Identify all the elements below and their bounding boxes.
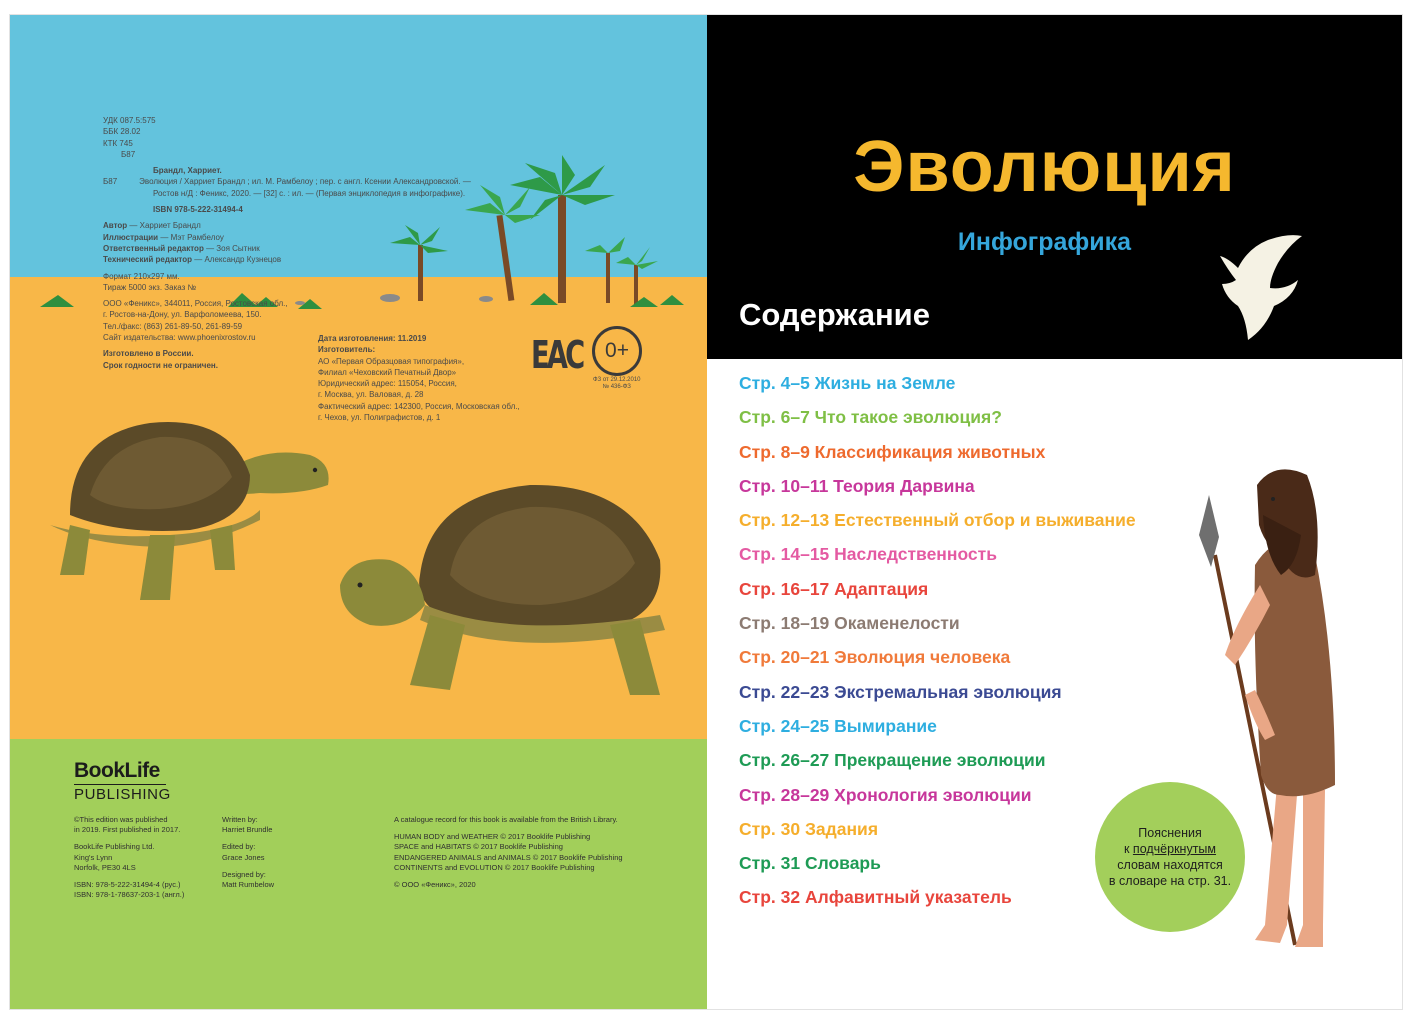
note-line-1: Пояснения — [1138, 826, 1202, 840]
manufacturer-line: г. Чехов, ул. Полиграфистов, д. 1 — [318, 413, 441, 423]
credit-name: — Зоя Сытник — [206, 243, 260, 253]
catalogue-note: A catalogue record for this book is available from the British Library. — [394, 815, 618, 824]
note-line-4: в словаре на стр. 31. — [1108, 874, 1232, 888]
isbn-line: ISBN: 978-5-222-31494-4 (рус.) — [74, 880, 181, 890]
contents-heading: Содержание — [739, 297, 930, 332]
credit-row — [103, 232, 523, 243]
toc-item: Стр. 30 Задания — [739, 818, 879, 839]
credit-name: — Александр Кузнецов — [194, 255, 282, 265]
copyright-line: ENDANGERED ANIMALS and ANIMALS © 2017 Booklife Publishing — [394, 852, 623, 862]
spur-thighed-tortoise — [340, 485, 665, 695]
manufacturer-line: Фактический адрес: 142300, Россия, Московская обл., — [318, 401, 520, 411]
phoenix-copyright: © ООО «Феникс», 2020 — [394, 880, 476, 890]
manufacture-date: Дата изготовления: 11.2019 — [318, 334, 427, 343]
b87: Б87 — [103, 177, 118, 187]
credit-row — [103, 254, 523, 265]
ktk: КТК 745 — [103, 138, 133, 148]
address-line: Norfolk, PE30 4LS — [74, 862, 136, 872]
manufacturer-line: Юридический адрес: 115054, Россия, — [318, 379, 457, 389]
toc-item: Стр. 20–21 Эволюция человека — [739, 647, 1011, 668]
made-in: Изготовлено в России. — [103, 349, 194, 359]
toc-item: Стр. 12–13 Естественный отбор и выживание — [739, 510, 1136, 531]
underlined-word: подчёркнутым — [1132, 842, 1217, 856]
written-by: Harriet Brundle — [222, 825, 273, 835]
copyright-line: SPACE and HABITATS © 2017 Booklife Publishing — [394, 842, 563, 852]
toc-item: Стр. 6–7 Что такое эволюция? — [739, 407, 1002, 428]
booklife-logo-bottom: PUBLISHING — [74, 786, 171, 803]
note-line-2 — [1124, 841, 1216, 857]
bib-line-2: Ростов н/Д : Феникс, 2020. — [32] с. : ил. — (Первая энциклопедия в инфографике). — [153, 188, 466, 198]
manufacturer-label: Изготовитель: — [318, 345, 376, 355]
copyright-line: HUMAN BODY and WEATHER © 2017 Booklife Publishing — [394, 832, 591, 842]
credit-role: Иллюстрации — [103, 232, 159, 242]
manufacturer-line: Филиал «Чеховский Печатный Двор» — [318, 367, 457, 377]
publisher-line: г. Ростов-на-Дону, ул. Варфоломеева, 150. — [103, 310, 262, 320]
toc-item: Стр. 32 Алфавитный указатель — [739, 887, 1012, 908]
note-line-2-prefix: к — [1123, 842, 1133, 856]
booklife-logo-top: BookLife — [74, 759, 160, 782]
tortoises-illustration — [10, 405, 707, 725]
credit-row — [103, 220, 523, 231]
address-line: King's Lynn — [74, 852, 113, 862]
b87-top: Б87 — [121, 149, 136, 159]
toc-item: Стр. 18–19 Окаменелости — [739, 613, 960, 634]
toc-item: Стр. 14–15 Наследственность — [739, 544, 997, 565]
designed-by: Matt Rumbelow — [222, 880, 275, 890]
table-of-contents — [739, 370, 1136, 919]
credit-name: — Мэт Рамбелоу — [160, 232, 224, 242]
credit-row — [103, 243, 523, 254]
manufacturer-line: АО «Первая Образцовая типография», — [318, 356, 465, 366]
shelf-life: Срок годности не ограничен. — [103, 360, 218, 370]
designed-by-label: Designed by: — [222, 869, 266, 879]
toc-item: Стр. 28–29 Хронология эволюции — [739, 784, 1032, 805]
written-by-label: Written by: — [222, 815, 258, 824]
author-heading: Брандл, Харриет. — [153, 166, 222, 176]
edited-by-label: Edited by: — [222, 842, 256, 852]
credit-name: — Харриет Брандл — [129, 221, 201, 231]
credit-role: Ответственный редактор — [103, 243, 204, 253]
udk: УДК 087.5:575 — [103, 116, 156, 125]
toc-item: Стр. 31 Словарь — [739, 853, 881, 874]
edition-line: in 2019. First published in 2017. — [74, 825, 181, 835]
book-subtitle: Инфографика — [957, 228, 1132, 256]
english-copyright — [394, 815, 623, 890]
publisher-line: ООО «Феникс», 344011, Россия, Ростовская обл., — [103, 299, 288, 309]
isbn-line: ISBN: 978-1-78637-203-1 (англ.) — [74, 890, 185, 900]
english-imprint-left — [74, 815, 184, 900]
eac-mark: EAC — [531, 333, 583, 377]
book-title: Эволюция — [853, 127, 1236, 207]
toc-item: Стр. 24–25 Вымирание — [739, 715, 937, 736]
edition-line: ©This edition was published — [74, 815, 168, 824]
toc-item: Стр. 22–23 Экстремальная эволюция — [739, 681, 1062, 702]
toc-item: Стр. 10–11 Теория Дарвина — [739, 475, 975, 496]
format: Формат 210x297 мм. — [103, 271, 180, 281]
glossary-note — [1095, 782, 1245, 932]
law-reference — [593, 377, 641, 391]
manufacturer-line: г. Москва, ул. Валовая, д. 28 — [318, 390, 424, 400]
bib-line-1: Эволюция / Харриет Брандл ; ил. М. Рамбелоу ; пер. с англ. Ксении Александровской. — — [139, 177, 471, 187]
credit-role: Автор — [103, 221, 128, 231]
publisher-line: Тел./факс: (863) 261-89-50, 261-89-59 — [103, 321, 243, 331]
copyright-line: CONTINENTS and EVOLUTION © 2017 Booklife Publishing — [394, 862, 595, 872]
edited-by: Grace Jones — [222, 852, 265, 862]
english-credits — [222, 815, 274, 890]
print-run: Тираж 5000 экз. Заказ № — [103, 282, 197, 292]
credit-role: Технический редактор — [103, 255, 192, 265]
giant-tortoise — [50, 422, 329, 600]
isbn: ISBN 978-5-222-31494-4 — [153, 205, 243, 215]
law-line-2: № 436-ФЗ — [602, 384, 631, 390]
toc-item: Стр. 4–5 Жизнь на Земле — [739, 373, 956, 393]
dove-icon — [1208, 218, 1308, 348]
booklife-logo — [74, 759, 171, 803]
law-line-1: ФЗ от 29.12.2010 — [593, 377, 641, 383]
age-rating-badge: 0+ — [592, 326, 642, 376]
toc-item: Стр. 8–9 Классификация животных — [739, 441, 1046, 462]
toc-item: Стр. 16–17 Адаптация — [739, 578, 929, 599]
publisher-line: Сайт издательства: www.phoenixrostov.ru — [103, 333, 256, 343]
toc-item: Стр. 26–27 Прекращение эволюции — [739, 750, 1046, 771]
address-line: BookLife Publishing Ltd. — [74, 842, 155, 852]
bbk: ББК 28.02 — [103, 127, 141, 137]
note-line-3: словам находятся — [1117, 858, 1223, 872]
